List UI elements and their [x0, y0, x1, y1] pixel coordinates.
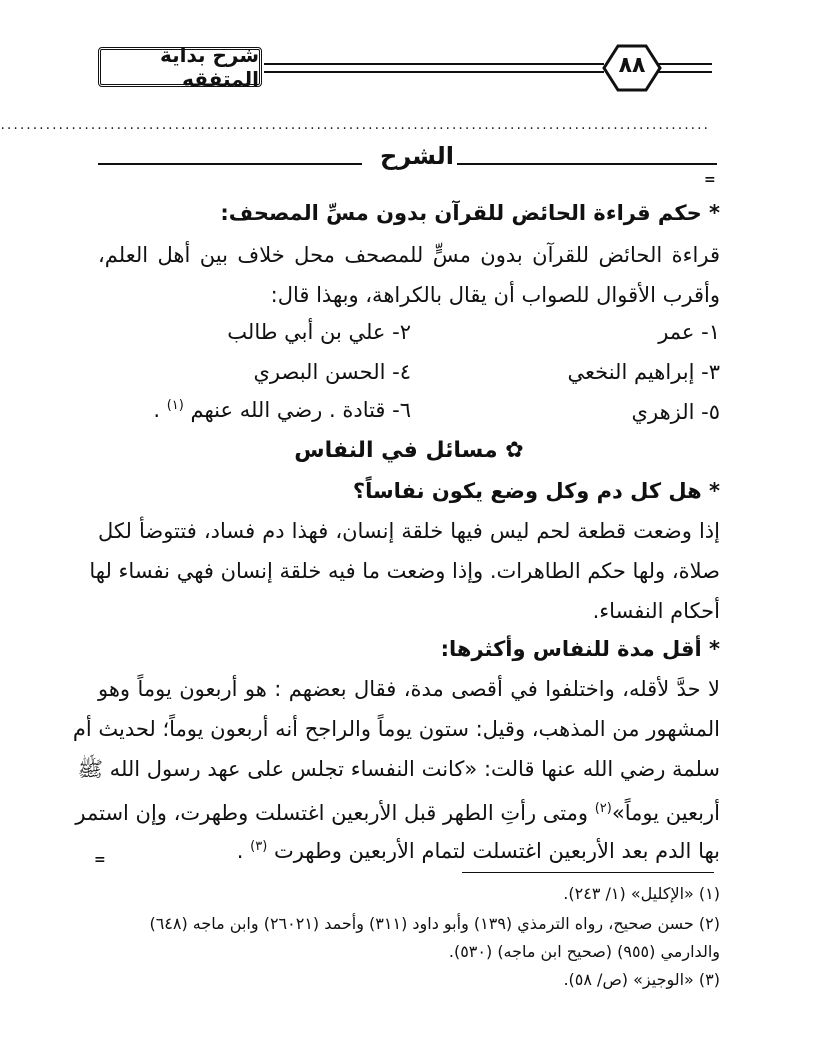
header-rule	[264, 71, 604, 73]
paragraph-text: ومتى رأتِ الطهر قبل الأربعين اغتسلت وطهرت، وإن استمر	[75, 801, 589, 825]
equal-mark: =	[94, 852, 106, 868]
footnote-ref: (٢)	[594, 801, 612, 816]
footnote-ref: (٣)	[250, 839, 268, 854]
question-heading: * هل كل دم وكل وضع يكون نفاساً؟	[352, 479, 720, 503]
footnote-ref: (١)	[166, 398, 184, 413]
period: .	[153, 398, 160, 422]
list-item: ٥- الزهري	[631, 400, 720, 424]
paragraph-line	[75, 794, 720, 828]
quote-end: أربعين يوماً»	[611, 801, 720, 825]
header-rule	[264, 63, 604, 65]
header-rule	[657, 71, 712, 73]
question-heading: * أقل مدة للنفاس وأكثرها:	[440, 637, 720, 661]
footnote: (٣) «الوجيز» (ص/ ٥٨).	[563, 970, 720, 989]
subsection-title: مسائل في النفاس	[294, 438, 498, 463]
paragraph-line: أحكام النفساء.	[592, 599, 720, 623]
question-heading: * حكم قراءة الحائض للقرآن بدون مسِّ المصحف:	[220, 201, 720, 225]
equal-mark: =	[704, 172, 716, 188]
paragraph-line: المشهور من المذهب، وقيل: ستون يوماً والراجح أنه أربعون يوماً؛ لحديث أم	[72, 717, 720, 741]
paragraph-line: إذا وضعت قطعة لحم ليس فيها خلقة إنسان، فهذا دم فساد، فتتوضأ لكل	[98, 519, 720, 543]
book-page	[2, 0, 832, 1061]
footnote: والدارمي (٩٥٥) (صحيح ابن ماجه) (٥٣٠).	[448, 942, 720, 961]
list-item	[153, 398, 411, 422]
subsection-heading	[98, 436, 720, 466]
footnote-rule	[462, 872, 714, 873]
footnote: (٢) حسن صحيح، رواه الترمذي (١٣٩) وأبو داود (٣١١) وأحمد (٢٦٠٢١) وابن ماجه (٦٤٨)	[149, 914, 720, 933]
list-item-text: ٦- قتادة . رضي الله عنهم	[190, 398, 411, 422]
list-item: ٢- علي بن أبي طالب	[227, 320, 411, 344]
flower-icon: ✿	[497, 438, 524, 463]
paragraph-line: لا حدَّ لأقله، واختلفوا في أقصى مدة، فقال بعضهم : هو أربعون يوماً وهو	[98, 677, 720, 701]
period: .	[236, 839, 244, 863]
page-number: ٨٨	[618, 53, 646, 78]
dotted-divider: ..............................................................................................................	[0, 117, 710, 133]
book-title: شرح بداية المتفقه	[159, 43, 259, 91]
paragraph-line: وأقرب الأقوال للصواب أن يقال بالكراهة، وبهذا قال:	[270, 283, 720, 307]
section-title: الشرح	[380, 142, 454, 170]
paragraph-line: صلاة، ولها حكم الطاهرات. وإذا وضعت ما فيه خلقة إنسان فهي نفساء لها	[89, 559, 720, 583]
list-item: ٤- الحسن البصري	[253, 360, 411, 384]
paragraph-line	[98, 832, 720, 866]
footnote: (١) «الإكليل» (١/ ٢٤٣).	[563, 884, 720, 903]
header-rule	[657, 63, 712, 65]
paragraph-text: بها الدم بعد الأربعين اغتسلت لتمام الأربعين وطهرت	[273, 839, 720, 863]
paragraph-line: قراءة الحائض للقرآن بدون مسٍّ للمصحف محل خلاف بين أهل العلم،	[98, 243, 720, 267]
book-title-box	[98, 43, 262, 91]
list-item: ١- عمر	[658, 320, 720, 344]
paragraph-line: سلمة رضي الله عنها قالت: «كانت النفساء تجلس على عهد رسول الله ﷺ	[77, 757, 720, 781]
list-item: ٣- إبراهيم النخعي	[567, 360, 720, 384]
